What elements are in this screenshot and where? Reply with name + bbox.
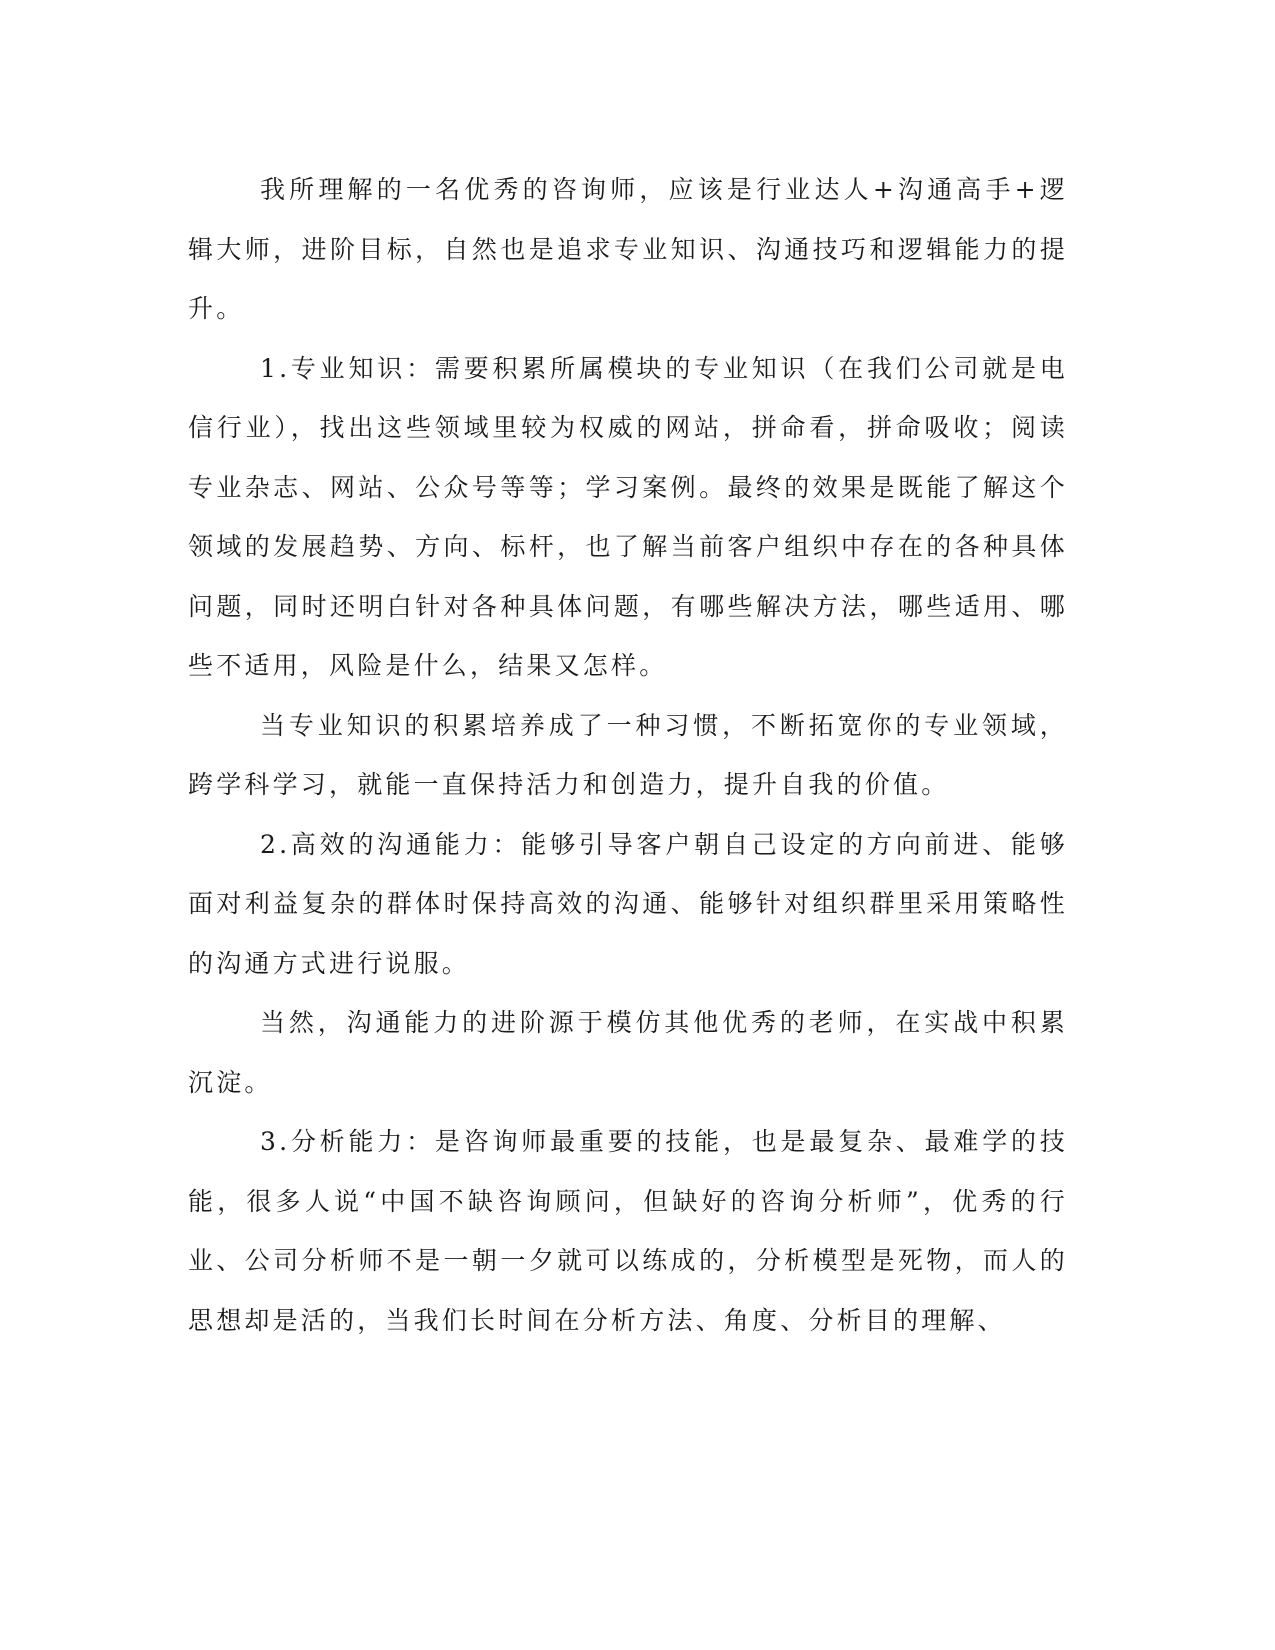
paragraph-professional-knowledge: 1.专业知识：需要积累所属模块的专业知识（在我们公司就是电信行业），找出这些领域里较为权威的网站，拼命看，拼命吸收；阅读专业杂志、网站、公众号等等；学习案例。最终的效果是既能了解这个领域的发展趋势、方向、标杆，也了解当前客户组织中存在的各种具体问题，同时还明白针对各种具体问题，有哪些解决方法，哪些适用、哪些不适用，风险是什么，结果又怎样。 [188,353,1068,680]
paragraph-intro: 我所理解的一名优秀的咨询师，应该是行业达人+沟通高手+逻辑大师，进阶目标，自然也是追求专业知识、沟通技巧和逻辑能力的提升。 [188,175,1068,323]
document-body [188,160,1068,1350]
paragraph-communication-practice: 当然，沟通能力的进阶源于模仿其他优秀的老师，在实战中积累沉淀。 [188,1008,1068,1097]
paragraph-analysis-ability: 3.分析能力：是咨询师最重要的技能，也是最复杂、最难学的技能，很多人说“中国不缺咨询顾问，但缺好的咨询分析师”，优秀的行业、公司分析师不是一朝一夕就可以练成的，分析模型是死物，而人的思想却是活的，当我们长时间在分析方法、角度、分析目的理解、 [188,1127,1068,1335]
paragraph-communication-ability: 2.高效的沟通能力：能够引导客户朝自己设定的方向前进、能够面对利益复杂的群体时保持高效的沟通、能够针对组织群里采用策略性的沟通方式进行说服。 [188,829,1068,978]
paragraph-knowledge-habit: 当专业知识的积累培养成了一种习惯，不断拓宽你的专业领域，跨学科学习，就能一直保持活力和创造力，提升自我的价值。 [188,710,1068,799]
